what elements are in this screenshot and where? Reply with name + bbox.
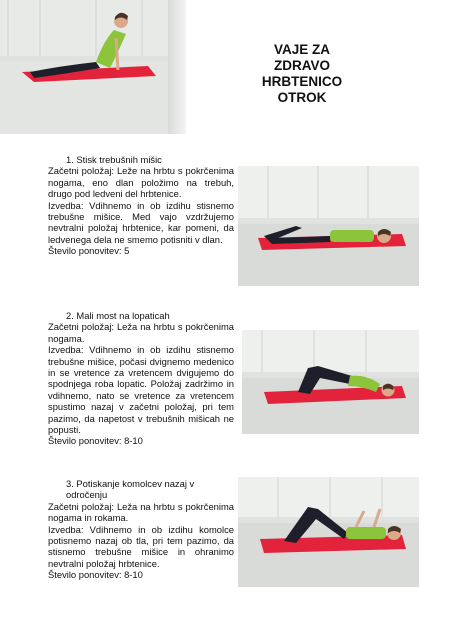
exercise-3 <box>48 478 234 581</box>
starting-position-text: Začetni položaj: Leža na hrbtu s pokrčenima nogama in rokama. <box>48 500 234 524</box>
exercise-heading: 3. Potiskanje komolcev nazaj v odročenju <box>66 478 195 501</box>
exercise-heading: 2. Mali most na lopaticah <box>66 310 170 321</box>
repetitions-text: Število ponovitev: 5 <box>48 245 130 257</box>
title-line: HRBTENICO <box>261 74 343 89</box>
execution-text: Izvedba: Vdihnemo in ob izdihu stisnemo trebušne mišice. Med vajo vzdržujemo nevtralni položaj hrbtenice, kar pomeni, da ledvenega dela ne smemo potisniti v dlan. <box>48 199 234 245</box>
starting-position-text: Začetni položaj: Leža na hrbtu s pokrčenima nogama. <box>48 321 234 344</box>
exercise-2-photo <box>242 330 419 434</box>
execution-text: Izvedba: Vdihnemo in ob izdihu stisnemo trebušne mišice, počasi dvignemo medenico in se vretence za vretencem dvigujemo do spodnjega roba lopatic. Položaj zadržimo in vdihnemo, nato se vretence za vretencem spustimo nazaj v začetni položaj, pri tem pazimo, da napetost v trebušnih mišicah ne popusti. <box>48 344 234 436</box>
exercise-1 <box>48 154 234 257</box>
exercise-3-photo <box>238 477 419 587</box>
title-line: VAJE ZA <box>273 42 330 57</box>
exercise-1-photo <box>238 166 419 286</box>
title-line: OTROK <box>277 90 327 105</box>
document-title <box>252 42 352 106</box>
hero-photo <box>0 0 186 134</box>
starting-position-text: Začetni položaj: Leže na hrbtu s pokrčenima nogama, eno dlan položimo na trebuh, drugo pod ledveni del hrbtenice. <box>48 165 234 200</box>
repetitions-text: Število ponovitev: 8-10 <box>48 435 143 447</box>
title-line: ZDRAVO <box>274 58 330 73</box>
exercise-2 <box>48 310 234 447</box>
hero-photo-edge <box>168 0 186 134</box>
execution-text: Izvedba: Vdihnemo in ob izdihu komolce potisnemo nazaj ob tla, pri tem pazimo, da stisnemo trebušne mišice in ohranimo nevtralni položaj hrbtenice. <box>48 523 234 569</box>
repetitions-text: Število ponovitev: 8-10 <box>48 569 143 581</box>
exercise-heading: 1. Stisk trebušnih mišic <box>66 154 162 165</box>
